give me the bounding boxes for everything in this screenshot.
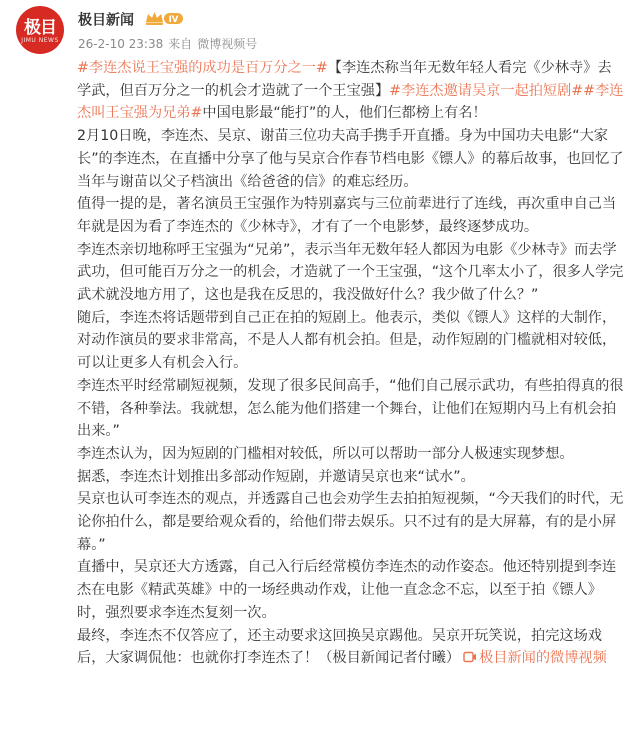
- post-headline: 【李连杰称当年无数年轻人看完《少林寺》去学武，但百万分之一的机会才造就了一个王宝强】: [77, 60, 612, 99]
- avatar-logo-subtext: JIMU NEWS: [21, 37, 59, 44]
- video-link[interactable]: [460, 650, 607, 666]
- avatar-logo-text: 极目: [24, 18, 56, 38]
- avatar[interactable]: [16, 6, 64, 54]
- post-first-paragraph: [77, 57, 625, 125]
- post-header: [16, 6, 620, 54]
- post-paragraph: 据悉，李连杰计划推出多部动作短剧，并邀请吴京也来“试水”。: [77, 468, 475, 485]
- post-last-paragraph: [77, 625, 625, 672]
- post-paragraph: 吴京也认可李连杰的观点，并透露自己也会劝学生去拍拍短视频，“今天我们的时代，无论你拍什么，都是要给观众看的，给他们带去娱乐。只不过有的是大屏幕，有的是小屏幕。”: [77, 491, 624, 553]
- hashtag-link[interactable]: #李连杰叫王宝强为兄弟#: [77, 82, 624, 122]
- video-link-label[interactable]: 极目新闻的微博视频: [479, 650, 607, 667]
- user-row: [78, 9, 185, 27]
- hashtag-link[interactable]: #李连杰说王宝强的成功是百万分之一#: [77, 60, 328, 76]
- post-meta: [78, 35, 262, 52]
- hashtag-link[interactable]: #李连杰邀请吴京一起拍短剧#: [389, 82, 584, 99]
- post-timestamp[interactable]: 26-2-10 23:38: [78, 37, 164, 51]
- post-paragraph: 李连杰认为，因为短剧的门槛相对较低，所以可以帮助一部分人极速实现梦想。: [77, 445, 574, 462]
- video-link-icon: [463, 649, 477, 672]
- vip-level: IV: [168, 14, 179, 25]
- post-paragraph: 李连杰亲切地称呼王宝强为“兄弟”，表示当年无数年轻人都因为电影《少林寺》而去学武功，但可能百万分之一的机会，才造就了一个王宝强，“这个几率太小了，很多人学完武术就没地方用了，这也是我在反思的，我没做好什么？我少做了什么？”: [77, 241, 624, 304]
- post-paragraph: 值得一提的是，著名演员王宝强作为特别嘉宾与三位前辈进行了连线，再次重申自己当年就是因为看了李连杰的《少林寺》，才有了一个电影梦，最终逐梦成功。: [77, 196, 617, 235]
- post-paragraph: 直播中，吴京还大方透露，自己入行后经常模仿李连杰的动作姿态。他还特别提到李连杰在电影《精武英雄》中的一场经典动作戏，让他一直念念不忘，以至于拍《镖人》时，强烈要求李连杰复刻一次。: [77, 559, 617, 621]
- post-source[interactable]: 微博视频号: [197, 37, 258, 51]
- post-body: [77, 57, 625, 672]
- source-prefix: 来自: [168, 37, 193, 51]
- post-paragraph: 李连杰平时经常刷短视频，发现了很多民间高手，“他们自己展示武功，有些拍得真的很不错，各种拳法。我就想，怎么能为他们搭建一个舞台，让他们在短期内马上有机会拍出来。”: [77, 377, 624, 440]
- username[interactable]: 极目新闻: [78, 12, 134, 29]
- post-final-text: 最终，李连杰不仅答应了，还主动要求这回换吴京踢他。吴京开玩笑说，拍完这场戏后，大家调侃他：也就你打李连杰了！（极目新闻记者付曦）: [77, 627, 602, 667]
- vip-badge[interactable]: [145, 10, 185, 30]
- post-paragraph: 2月10日晚，李连杰、吴京、谢苗三位功夫高手携手开直播。身为中国功夫电影“大家长”的李连杰，在直播中分享了他与吴京合作春节档电影《镖人》的幕后故事，也回忆了当年与谢苗以父子档演出《给爸爸的信》的难忘经历。: [77, 128, 624, 190]
- post-intro: 中国电影最“能打”的人，他们仨都榜上有名！: [202, 105, 487, 122]
- crown-icon: [145, 10, 185, 26]
- post-paragraph: 随后，李连杰将话题带到自己正在拍的短剧上。他表示，类似《镖人》这样的大制作，对动作演员的要求非常高，不是人人都有机会拍。但是，动作短剧的门槛就相对较低，可以让更多人有机会入行。: [77, 309, 617, 372]
